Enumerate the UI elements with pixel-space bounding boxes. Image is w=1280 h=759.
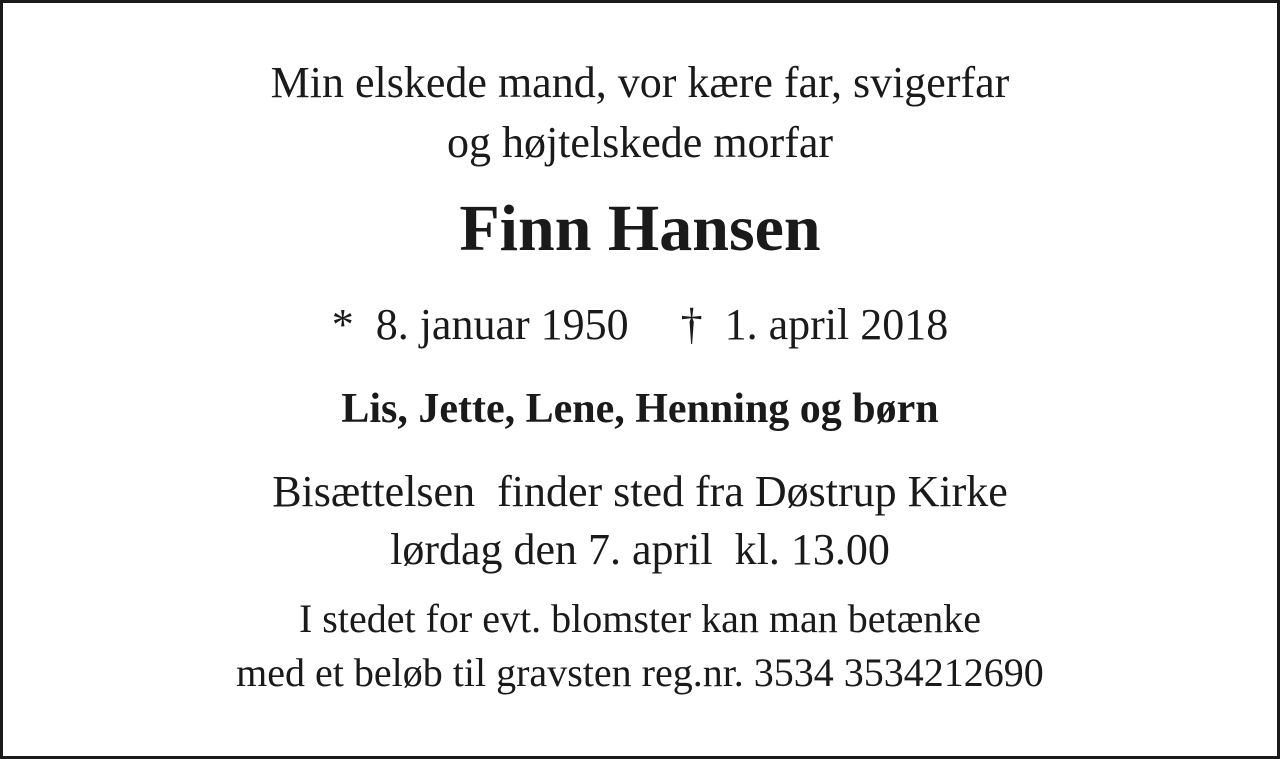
birth-date: 8. januar 1950	[375, 300, 629, 349]
death-symbol: †	[680, 300, 703, 349]
deceased-name: Finn Hansen	[459, 192, 821, 265]
memorial-line-1: I stedet for evt. blomster kan man betænke	[298, 596, 982, 641]
intro-line-1: Min elskede mand, vor kære far, svigerfar	[270, 58, 1010, 107]
birth-symbol: *	[331, 300, 354, 349]
memorial-line-2: med et beløb til gravsten reg.nr. 3534 3534212690	[236, 650, 1044, 695]
service-line-1: Bisættelsen finder sted fra Døstrup Kirke	[272, 467, 1008, 516]
family-names: Lis, Jette, Lene, Henning og børn	[341, 386, 939, 432]
service-line-2: lørdag den 7. april kl. 13.00	[390, 525, 890, 574]
life-dates	[3, 300, 1277, 349]
intro-line-2: og højtelskede morfar	[446, 118, 834, 167]
death-date: 1. april 2018	[724, 300, 949, 349]
